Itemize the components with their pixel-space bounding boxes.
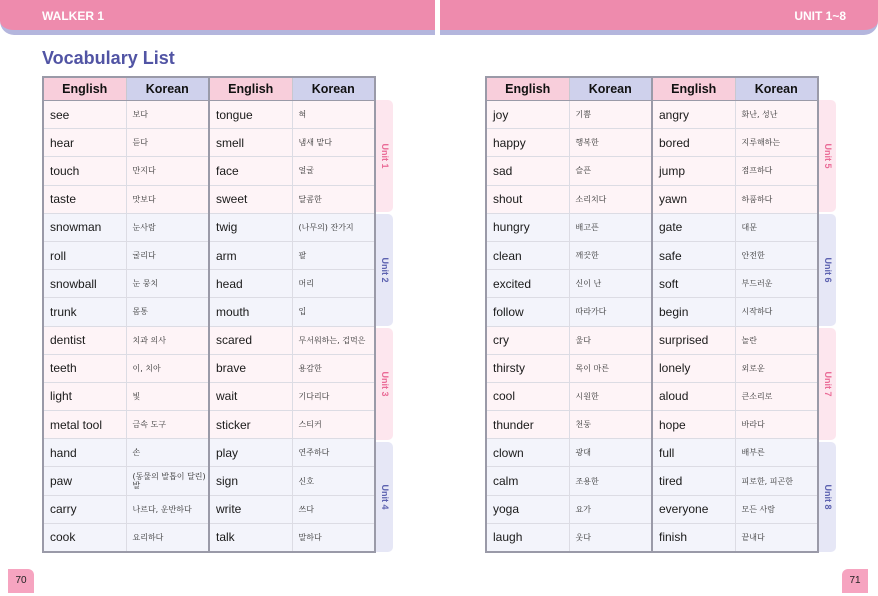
korean-meaning: 치과 의사 <box>126 326 209 354</box>
korean-meaning: 눈사람 <box>126 213 209 241</box>
table-row <box>486 467 818 495</box>
korean-meaning: 슬픈 <box>569 157 652 185</box>
korean-meaning: 안전한 <box>735 241 818 269</box>
table-row <box>486 185 818 213</box>
korean-meaning: 몸통 <box>126 298 209 326</box>
english-word: hand <box>43 439 126 467</box>
english-word: smell <box>209 129 292 157</box>
unit-tab <box>819 328 836 440</box>
header-row <box>43 77 375 101</box>
table-row <box>486 523 818 552</box>
english-word: sweet <box>209 185 292 213</box>
english-word: surprised <box>652 326 735 354</box>
korean-meaning: 스티커 <box>292 411 375 439</box>
table-row <box>486 270 818 298</box>
korean-meaning: 맛보다 <box>126 185 209 213</box>
korean-meaning: 달콤한 <box>292 185 375 213</box>
korean-meaning: 피로한, 피곤한 <box>735 467 818 495</box>
korean-meaning: 목이 마른 <box>569 354 652 382</box>
book-title-label: WALKER 1 <box>42 9 105 23</box>
korean-meaning: 냄새 맡다 <box>292 129 375 157</box>
page-spine <box>436 0 439 35</box>
table-row <box>43 354 375 382</box>
english-word: taste <box>43 185 126 213</box>
col-header-english: English <box>209 77 292 101</box>
english-word: sad <box>486 157 569 185</box>
korean-meaning: (동물의 발톱이 달린)발 <box>126 467 209 495</box>
unit-tab <box>376 442 393 552</box>
english-word: brave <box>209 354 292 382</box>
korean-meaning: 지루해하는 <box>735 129 818 157</box>
english-word: snowman <box>43 213 126 241</box>
korean-meaning: 나르다, 운반하다 <box>126 495 209 523</box>
english-word: twig <box>209 213 292 241</box>
english-word: hungry <box>486 213 569 241</box>
table-row <box>43 495 375 523</box>
english-word: dentist <box>43 326 126 354</box>
english-word: teeth <box>43 354 126 382</box>
korean-meaning: 조용한 <box>569 467 652 495</box>
english-word: sticker <box>209 411 292 439</box>
korean-meaning: 바라다 <box>735 411 818 439</box>
table-row <box>486 298 818 326</box>
english-word: scared <box>209 326 292 354</box>
korean-meaning: 끝내다 <box>735 523 818 552</box>
table-row <box>43 129 375 157</box>
korean-meaning: 놀란 <box>735 326 818 354</box>
korean-meaning: 깨끗한 <box>569 241 652 269</box>
english-word: jump <box>652 157 735 185</box>
korean-meaning: 화난, 성난 <box>735 101 818 129</box>
unit-tab <box>819 214 836 326</box>
english-word: carry <box>43 495 126 523</box>
korean-meaning: 모든 사람 <box>735 495 818 523</box>
korean-meaning: 요가 <box>569 495 652 523</box>
korean-meaning: 큰소리로 <box>735 382 818 410</box>
english-word: mouth <box>209 298 292 326</box>
table-row <box>486 439 818 467</box>
korean-meaning: 광대 <box>569 439 652 467</box>
table-row <box>43 185 375 213</box>
english-word: finish <box>652 523 735 552</box>
korean-meaning: 부드러운 <box>735 270 818 298</box>
table-row <box>43 101 375 129</box>
english-word: everyone <box>652 495 735 523</box>
korean-meaning: 손 <box>126 439 209 467</box>
english-word: roll <box>43 241 126 269</box>
korean-meaning: 점프하다 <box>735 157 818 185</box>
korean-meaning: 배부른 <box>735 439 818 467</box>
korean-meaning: 얼굴 <box>292 157 375 185</box>
unit-tab <box>376 328 393 440</box>
korean-meaning: 울다 <box>569 326 652 354</box>
english-word: tired <box>652 467 735 495</box>
korean-meaning: 웃다 <box>569 523 652 552</box>
korean-meaning: 시원한 <box>569 382 652 410</box>
korean-meaning: 굴리다 <box>126 241 209 269</box>
table-row <box>43 523 375 552</box>
korean-meaning: 보다 <box>126 101 209 129</box>
korean-meaning: 신호 <box>292 467 375 495</box>
col-header-korean: Korean <box>735 77 818 101</box>
english-word: head <box>209 270 292 298</box>
english-word: write <box>209 495 292 523</box>
english-word: angry <box>652 101 735 129</box>
table-row <box>43 270 375 298</box>
english-word: follow <box>486 298 569 326</box>
vocab-table-right <box>485 76 819 553</box>
english-word: tongue <box>209 101 292 129</box>
korean-meaning: 만지다 <box>126 157 209 185</box>
korean-meaning: 연주하다 <box>292 439 375 467</box>
english-word: joy <box>486 101 569 129</box>
english-word: talk <box>209 523 292 552</box>
table-row <box>486 326 818 354</box>
korean-meaning: 듣다 <box>126 129 209 157</box>
unit-label: Unit 5 <box>822 143 833 169</box>
unit-label: Unit 1 <box>379 143 390 169</box>
english-word: cry <box>486 326 569 354</box>
table-row <box>43 157 375 185</box>
korean-meaning: 대문 <box>735 213 818 241</box>
english-word: full <box>652 439 735 467</box>
unit-range-label: UNIT 1~8 <box>794 9 846 23</box>
table-row <box>43 213 375 241</box>
col-header-korean: Korean <box>292 77 375 101</box>
page-number-left: 70 <box>8 569 34 593</box>
unit-label: Unit 3 <box>379 371 390 397</box>
english-word: begin <box>652 298 735 326</box>
korean-meaning: 금속 도구 <box>126 411 209 439</box>
col-header-korean: Korean <box>569 77 652 101</box>
english-word: snowball <box>43 270 126 298</box>
table-row <box>486 495 818 523</box>
english-word: touch <box>43 157 126 185</box>
table-row <box>486 213 818 241</box>
english-word: hear <box>43 129 126 157</box>
korean-meaning: 따라가다 <box>569 298 652 326</box>
vocab-rows-right <box>486 101 818 553</box>
korean-meaning: 쓰다 <box>292 495 375 523</box>
english-word: yoga <box>486 495 569 523</box>
korean-meaning: 무서워하는, 겁먹은 <box>292 326 375 354</box>
english-word: happy <box>486 129 569 157</box>
english-word: clean <box>486 241 569 269</box>
english-word: sign <box>209 467 292 495</box>
vocab-table-left <box>42 76 376 553</box>
table-row <box>486 101 818 129</box>
korean-meaning: 이, 치아 <box>126 354 209 382</box>
korean-meaning: 빛 <box>126 382 209 410</box>
table-row <box>43 439 375 467</box>
english-word: gate <box>652 213 735 241</box>
table-row <box>486 241 818 269</box>
english-word: soft <box>652 270 735 298</box>
english-word: laugh <box>486 523 569 552</box>
unit-tab <box>376 214 393 326</box>
korean-meaning: 외로운 <box>735 354 818 382</box>
english-word: arm <box>209 241 292 269</box>
english-word: lonely <box>652 354 735 382</box>
unit-label: Unit 6 <box>822 257 833 283</box>
table-row <box>43 467 375 495</box>
english-word: thirsty <box>486 354 569 382</box>
korean-meaning: 팔 <box>292 241 375 269</box>
col-header-english: English <box>486 77 569 101</box>
table-row <box>43 411 375 439</box>
table-row <box>43 382 375 410</box>
english-word: metal tool <box>43 411 126 439</box>
english-word: calm <box>486 467 569 495</box>
korean-meaning: 행복한 <box>569 129 652 157</box>
english-word: trunk <box>43 298 126 326</box>
col-header-korean: Korean <box>126 77 209 101</box>
english-word: hope <box>652 411 735 439</box>
unit-label: Unit 7 <box>822 371 833 397</box>
english-word: cool <box>486 382 569 410</box>
col-header-english: English <box>652 77 735 101</box>
col-header-english: English <box>43 77 126 101</box>
english-word: excited <box>486 270 569 298</box>
korean-meaning: 신이 난 <box>569 270 652 298</box>
english-word: paw <box>43 467 126 495</box>
table-row <box>486 382 818 410</box>
unit-tab <box>376 100 393 212</box>
korean-meaning: 시작하다 <box>735 298 818 326</box>
table-row <box>43 326 375 354</box>
english-word: face <box>209 157 292 185</box>
korean-meaning: 말하다 <box>292 523 375 552</box>
korean-meaning: 기쁨 <box>569 101 652 129</box>
english-word: yawn <box>652 185 735 213</box>
english-word: light <box>43 382 126 410</box>
english-word: thunder <box>486 411 569 439</box>
korean-meaning: 요리하다 <box>126 523 209 552</box>
english-word: cook <box>43 523 126 552</box>
english-word: play <box>209 439 292 467</box>
unit-tab <box>819 442 836 552</box>
korean-meaning: 머리 <box>292 270 375 298</box>
table-row <box>486 411 818 439</box>
header-row <box>486 77 818 101</box>
korean-meaning: 소리치다 <box>569 185 652 213</box>
vocab-rows-left <box>43 101 375 553</box>
korean-meaning: 천둥 <box>569 411 652 439</box>
unit-label: Unit 8 <box>822 484 833 510</box>
table-row <box>43 298 375 326</box>
korean-meaning: 용감한 <box>292 354 375 382</box>
korean-meaning: 배고픈 <box>569 213 652 241</box>
english-word: bored <box>652 129 735 157</box>
korean-meaning: 하품하다 <box>735 185 818 213</box>
korean-meaning: 눈 뭉치 <box>126 270 209 298</box>
table-row <box>486 129 818 157</box>
english-word: clown <box>486 439 569 467</box>
korean-meaning: 혀 <box>292 101 375 129</box>
table-row <box>486 157 818 185</box>
unit-label: Unit 4 <box>379 484 390 510</box>
table-row <box>486 354 818 382</box>
korean-meaning: (나무의) 잔가지 <box>292 213 375 241</box>
korean-meaning: 입 <box>292 298 375 326</box>
page-number-right: 71 <box>842 569 868 593</box>
table-row <box>43 241 375 269</box>
page-title: Vocabulary List <box>42 48 175 68</box>
english-word: safe <box>652 241 735 269</box>
unit-tab <box>819 100 836 212</box>
english-word: shout <box>486 185 569 213</box>
korean-meaning: 기다리다 <box>292 382 375 410</box>
unit-label: Unit 2 <box>379 257 390 283</box>
english-word: aloud <box>652 382 735 410</box>
english-word: wait <box>209 382 292 410</box>
english-word: see <box>43 101 126 129</box>
